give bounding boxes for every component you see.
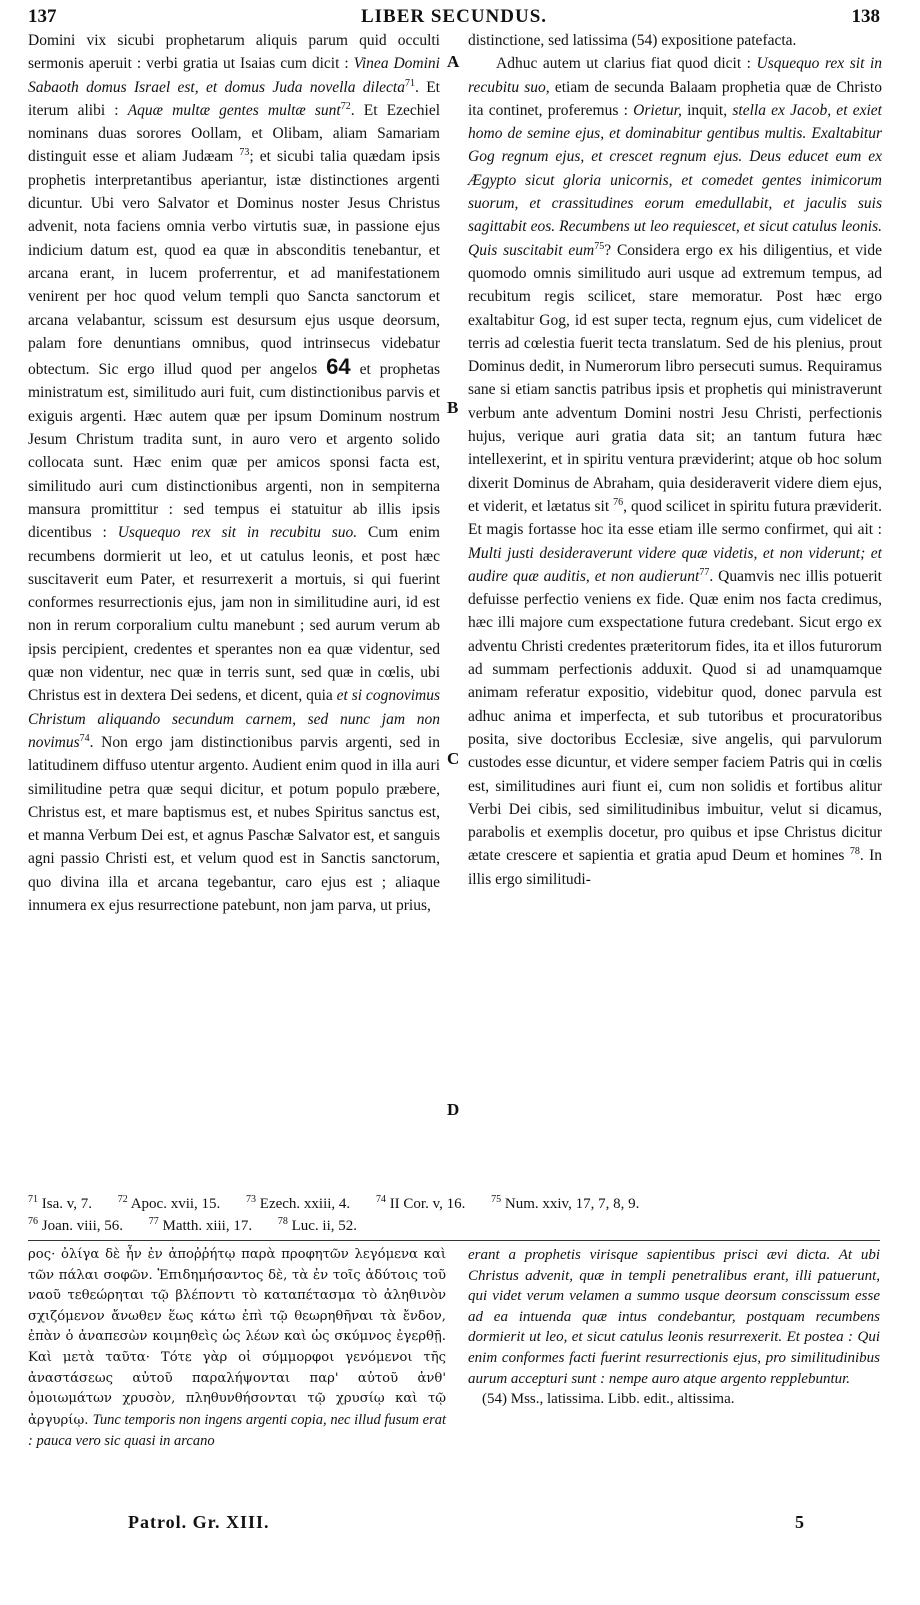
footnote-text: Luc. ii, 52. bbox=[291, 1218, 357, 1234]
footnote bbox=[491, 1196, 639, 1212]
note-ref: 78 bbox=[849, 846, 860, 858]
footnote-text: Num. xxiv, 17, 7, 8, 9. bbox=[504, 1196, 640, 1212]
footnote-number: 72 bbox=[117, 1194, 128, 1205]
page-number-left: 137 bbox=[28, 6, 57, 27]
scripture-quote: Orietur, bbox=[633, 101, 682, 119]
text-run: etiam de secunda Balaam prophetia quæ de Christo ita continet, proferemus : bbox=[468, 78, 882, 119]
footnote bbox=[28, 1196, 92, 1212]
greek-paragraph bbox=[28, 1245, 446, 1453]
note-ref: 72 bbox=[340, 100, 351, 112]
text-run: . Non ergo jam distinctionibus parvis argenti, sed in latitudinem diffuso utentur argento. Audient enim quod in illa auri similitudine petra quæ sequi dicitur, et potum populo præbere, Christus est, et mare baptismus est, et nubes Spiritus sanctus est, et manna Verbum Dei est, et agnus Paschæ Salvator est, et sanguis agni passio Christi est, et velum quod est in Sanctis sanctorum, quo divina illa et arcana tegebantur, caro ejus est ; aliaque innumera ex ejus resurrectione patebunt, non jam parva, ut prius, bbox=[28, 733, 440, 914]
latin-translation-column bbox=[468, 1245, 880, 1410]
section-divider bbox=[28, 1240, 880, 1241]
latin-paragraph: erant a prophetis virisque sapientibus prisci ævi dicta. At ubi Christus advenit, quæ in templi penetralibus erant, illi patuerunt, qui videt verum velamen a summo usque deorsum conscissum esse ad ea intuenda quæ intus condebantur, postquam recumbens dormierit ut leo, et sicut catulus leonis resurrexerit. Et postea : Qui enim conformes facti fuerint resurrectionis ejus, pro similitudinibus aurum accepturi sunt : nempe auro atque argento repplebuntur. bbox=[468, 1247, 880, 1387]
text-run: . In illis ergo similitudi- bbox=[468, 847, 882, 888]
text-run: et prophetas ministratum est, similitudo auri fuit, cum distinctionibus parvis et exiguis argenti. Hæc autem quæ per ipsum Dominum nostrum Jesum Christum tradita sunt, in auro vero et argento solido collocata sunt. Hæc enim quæ per amicos sponsi facta est, similitudo auri cum distinctionibus argenti, non in sempiterna mansura promittitur : sed tempus ei statuitur ab illis ipsis dicentibus : bbox=[28, 361, 440, 542]
scripture-quote: Usquequo rex sit in recubitu suo, bbox=[468, 55, 882, 96]
footnote bbox=[246, 1196, 350, 1212]
scripture-quote: Vinea Domini Sabaoth domus Israel est, et domus Juda novella dilecta bbox=[28, 55, 440, 96]
footnote bbox=[118, 1196, 221, 1212]
text-run: ? Considera ergo ex his diligentius, et vide quomodo omnis similitudo auri usque ad extremum tempus, ad recubitum regis scilicet, stare memoratur. Post hæc ergo exaltabitur Gog, id est super tecta, regnum ejus, cum videlicet de terris ad cœlestia fuerit tecta translatum. Sed de his plenius, prout Dominus dedit, in Numerorum libro persecuti sumus. Requiramus sane si etiam sanctis patribus ipsis et prophetis qui ministraverunt verbum ante adventum Domini nostri Jesu Christi, perfectionis hujus, verique auri gratia data sit; an tantum futura hæc intellexerint, et in spiritu ventura præviderint; atque ob hoc solum dixerit Dominus de Abraham, quia desideraverit videre diem ejus, et viderit, et lætatus sit bbox=[468, 241, 882, 515]
right-text-column bbox=[468, 29, 882, 891]
footnote-text: Apoc. xvii, 15. bbox=[130, 1196, 221, 1212]
footnote bbox=[149, 1218, 252, 1234]
scripture-footnotes bbox=[28, 1193, 880, 1237]
original-page-marker: 64 bbox=[326, 354, 351, 380]
footnote-text: II Cor. v, 16. bbox=[389, 1196, 466, 1212]
margin-marker-a: A bbox=[447, 52, 460, 71]
greek-text: ρος· ὀλίγα δὲ ἦν ἐν ἀποῤῥήτῳ παρὰ προφητῶν λεγόμενα καὶ τῶν πάλαι σοφῶν. Ἐπιδημήσαντος δὲ, τὰ ἐν τοῖς ἀδύτοις τοῦ ναοῦ τεθεώρηται τῷ βλέποντι τὸ καταπέτασμα τὸ ἀληθινὸν σχιζόμενον ἄνωθεν ἕως κάτω ἐπὶ τῷ θεωρηθῆναι τὰ ἔνδον, ἐπὰν ὁ ἀναπεσὼν κοιμηθεὶς ὡς λέων καὶ ὡς σκύμνος ἐγερθῇ. Καὶ μετὰ ταῦτα· Τότε γὰρ οἱ σύμμορφοι γενόμενοι τῆς ἀναστάσεως αὐτοῦ παραλήψονται παρ' αὐτοῦ ἀνθ' ὁμοιωμάτων χρυσὸν, πληθυνθήσονται τῷ χρυσίῳ καὶ τῷ ἀργυρίῳ. bbox=[28, 1247, 446, 1428]
footnote bbox=[376, 1196, 465, 1212]
gathering-number: 5 bbox=[795, 1512, 804, 1532]
scripture-quote: et si cognovimus Christum aliquando secundum carnem, sed nunc jam non novimus bbox=[28, 687, 440, 751]
footnote-number: 73 bbox=[246, 1194, 257, 1205]
scripture-quote: Usquequo rex sit in recubitu suo. bbox=[117, 524, 358, 542]
scripture-quote: stella ex Jacob, et exiet homo de semine ejus, et dominabitur gentibus multis. Exaltabitur Gog regnum ejus, et crescet regnum ejus. Deus educet eum ex Ægypto sicut gloria unicornis, et comedet gentes inimicorum suorum, et crassitudines eorum emedullabit, et jaculis suis sagittabit eos. Recumbens ut leo requiescet, et sicut catulus leonis. Quis suscitabit eum bbox=[468, 101, 882, 259]
text-run: distinctione, sed latissima (54) expositione patefacta. bbox=[468, 32, 797, 49]
note-ref: 73 bbox=[239, 147, 250, 159]
margin-marker-b: B bbox=[447, 398, 459, 417]
footnote-text: Ezech. xxiii, 4. bbox=[259, 1196, 351, 1212]
scripture-quote: Multi justi desideraverunt videre quæ videtis, et non viderunt; et audire quæ auditis, et non audierunt bbox=[468, 544, 882, 585]
footnote-row bbox=[28, 1193, 880, 1215]
greek-text-column bbox=[28, 1245, 446, 1453]
footnote-number: 76 bbox=[28, 1216, 38, 1227]
footnote bbox=[278, 1218, 357, 1234]
text-run: ; et sicubi talia quædam ipsis prophetis interpretantibus aperiantur, istæ distinctiones argenti dicuntur. Ubi vero Salvator et Dominus noster Jesus Christus advenit, nota faciens omnia verbo virtutis suæ, in passione ejus indicium datum est, quod ea quæ in absconditis tenebantur, et arcana erant, in lucem proferrentur, et ad manifestationem venirent per hoc quod velum templi quo Sancta sanctorum et arcana velabantur, scissum est desursum ejus usque deorsum, palam fore denuntians omnibus, quod intrinsecus videbatur obtectum. Sic ergo illud quod per angelos bbox=[28, 148, 440, 379]
footnote bbox=[28, 1218, 123, 1234]
margin-marker-d: D bbox=[447, 1100, 460, 1119]
note-ref: 77 bbox=[699, 566, 710, 578]
left-paragraph bbox=[28, 29, 440, 917]
margin-marker-c: C bbox=[447, 749, 460, 768]
footnote-number: 78 bbox=[277, 1216, 288, 1227]
text-run: Cum enim recumbens dormierit ut leo, et ut catulus leonis, et post hæc suscitaverit eum Pater, et resurrexerit a mortuis, si qui fuerint conformes resurrectionis ejus, jam non in similitudine auri, id est non in rerum corporalium cultu manebunt ; sed aurum verum ab ipsis percipient, credentes et sperantes non ea quæ videntur, sed quæ non videntur, nec quæ in terris sunt, sed quæ in cœlis, ubi Christus est in dextera Dei sedens, et dicent, quia bbox=[28, 524, 440, 705]
note-ref: 76 bbox=[613, 496, 624, 508]
left-text-column bbox=[28, 29, 440, 917]
page-number-right: 138 bbox=[851, 6, 880, 27]
text-run: inquit, bbox=[681, 101, 733, 119]
text-run: Adhuc autem ut clarius fiat quod dicit : bbox=[496, 55, 757, 73]
footnote-row bbox=[28, 1215, 880, 1237]
footnote-number: 74 bbox=[375, 1194, 386, 1205]
text-run: . Quamvis nec illis potuerit defuisse perfectio veniens ex fide. Quæ enim nos facta credimus, hæc illi majore cum exspectatione futura credebant. Sicut ergo ex adventu Christi credentes præteritorum fides, ita et illos futurorum ad summam perfectionis adduxit. Quod si ad unamquamque animam referatur expositio, videbitur quod, donec parvula est adhuc anima et imperfecta, et sub tutoribus et procuratoribus posita, sive doctoribus Ecclesiæ, sive angelis, qui parvulorum custodes esse dicuntur, et videre semper faciem Patris qui in cœlis est, similitudines auri fiunt ei, cum non solidis et fortibus alitur Verbi Dei cibis, sed similitudinibus imbuitur, velut si dicamus, parabolis et exemplis docetur, pro quibus et ipse Christus dicitur ætate crescere et sapientia et gratia apud Deum et homines bbox=[468, 567, 882, 865]
editorial-footnote: (54) Mss., latissima. Libb. edit., altissima. bbox=[482, 1391, 735, 1408]
text-run: . Et Ezechiel nominans duas sorores Oollam, et Olibam, aliam Samariam distinguit esse et aliam Judæam bbox=[28, 101, 440, 166]
text-run: Domini vix sicubi prophetarum aliquis parum quid occulti sermonis aperuit : verbi gratia ut Isaias cum dicit : bbox=[28, 32, 440, 73]
right-paragraph bbox=[468, 52, 882, 891]
series-signature: Patrol. Gr. XIII. bbox=[128, 1512, 270, 1532]
right-paragraph bbox=[468, 29, 882, 52]
footnote-text: Matth. xiii, 17. bbox=[162, 1218, 253, 1234]
note-ref: 74 bbox=[79, 732, 90, 744]
footnote-number: 75 bbox=[491, 1194, 502, 1205]
note-ref: 75 bbox=[594, 240, 605, 252]
running-title: LIBER SECUNDUS. bbox=[360, 6, 548, 27]
footnote-text: Joan. viii, 56. bbox=[41, 1218, 123, 1234]
footnote-number: 77 bbox=[148, 1216, 159, 1227]
text-run: , quod scilicet in spiritu futura præviderit. Et magis fortasse hoc ita esse etiam ille sermo confirmet, qui ait : bbox=[468, 497, 882, 539]
latin-translation: Tunc temporis non ingens argenti copia, nec illud fusum erat : pauca vero sic quasi in arcano bbox=[28, 1411, 447, 1450]
footnote-number: 71 bbox=[28, 1194, 38, 1205]
note-ref: 71 bbox=[404, 77, 415, 89]
page-footer bbox=[28, 1512, 880, 1540]
footnote-text: Isa. v, 7. bbox=[41, 1196, 93, 1212]
scripture-quote: Aquæ multæ gentes multæ sunt bbox=[127, 101, 341, 119]
text-run: . Et iterum alibi : bbox=[28, 78, 440, 119]
